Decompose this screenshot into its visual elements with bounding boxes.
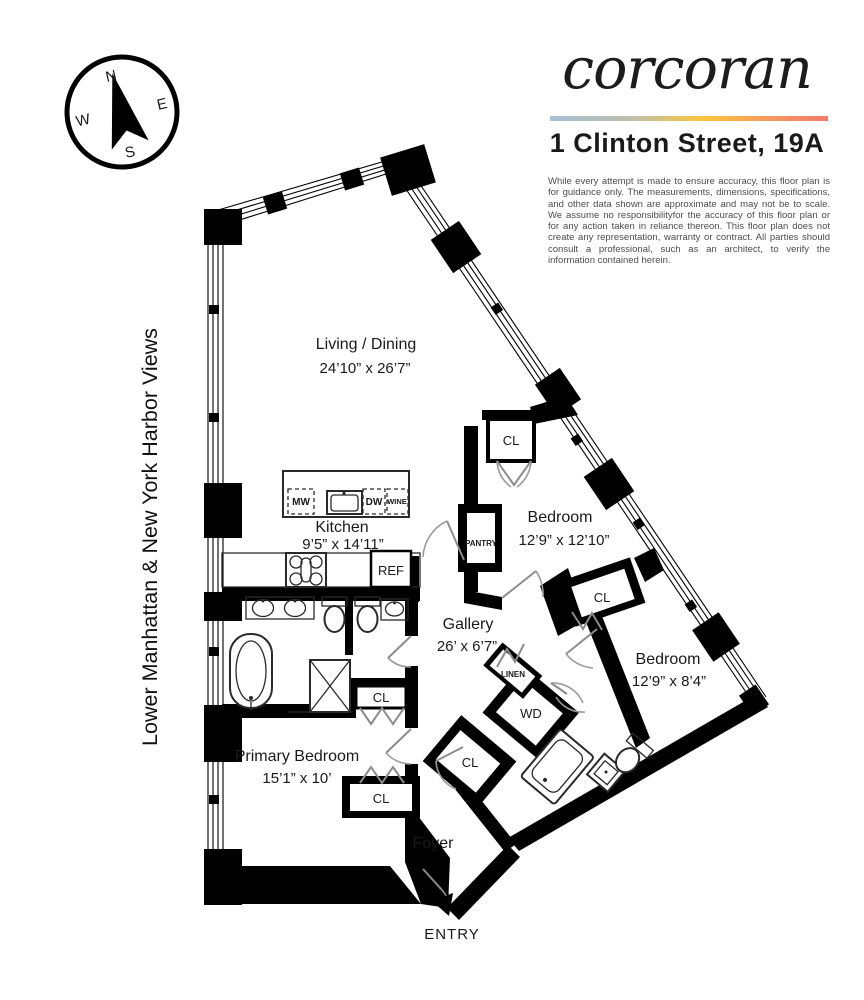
primary-bedroom-label: Primary Bedroom: [234, 748, 360, 765]
compass-needle-icon: [94, 66, 149, 150]
linen-label: LINEN: [501, 670, 525, 679]
stove-icon: [286, 553, 326, 587]
kitchen-dims: 9’5” x 14’11”: [302, 536, 384, 553]
disclaimer-text: While every attempt is made to ensure accuracy, this floor plan is for guidance only. The measurements, dimensions, specifications, and other data shown are approximate and may not be to scale. We assume no responsibilityfor the accuracy of this floor plan or for any action taken in reliance thereon. This floor plan does not create any representation, warranty or contract. All parties should consult a professional, such as an architect, to verify the information contained herein.: [548, 176, 830, 267]
compass-north-label: N: [103, 66, 119, 86]
gallery-label: Gallery: [442, 616, 494, 633]
brand-logo: corcoran: [562, 36, 812, 102]
sink-icon: [327, 491, 362, 514]
bedroom2-label: Bedroom: [635, 651, 701, 668]
bedroom1-dims: 12’9” x 12’10”: [518, 532, 610, 549]
powder-sink-icon: [381, 599, 408, 620]
wine-label: WINE: [387, 497, 407, 506]
refrigerator-label: REF: [378, 563, 404, 578]
bedroom2-dims: 12’9” x 8’4”: [631, 673, 707, 690]
kitchen-label: Kitchen: [315, 519, 369, 536]
hall-bath-door: [388, 636, 411, 658]
gallery-dims: 26’ x 6’7”: [436, 638, 498, 655]
compass-south-label: S: [123, 143, 137, 162]
living-room-dims: 24’10” x 26’7”: [319, 360, 411, 377]
closet-label: CL: [372, 690, 390, 705]
compass-east-label: E: [155, 95, 169, 114]
pantry: [466, 512, 496, 564]
primary-bedroom-door: [386, 729, 411, 753]
primary-bedroom-dims: 15’1” x 10’: [262, 770, 332, 787]
bedroom2-door: [566, 629, 597, 654]
bedroom1-door: [502, 571, 536, 598]
compass-west-label: W: [74, 110, 92, 131]
view-caption: Lower Manhattan & New York Harbor Views: [138, 328, 162, 746]
dishwasher-label: DW: [365, 497, 383, 508]
bathtub-icon: [230, 634, 272, 710]
closet-label: CL: [461, 755, 479, 770]
closet-label: CL: [372, 791, 390, 806]
foyer-label: Foyer: [412, 835, 454, 852]
entry-label: ENTRY: [424, 926, 480, 943]
living-room-label: Living / Dining: [315, 336, 417, 353]
wd-label: WD: [520, 706, 542, 721]
page-title: 1 Clinton Street, 19A: [549, 128, 825, 158]
closet-label: CL: [593, 590, 611, 605]
bedroom1-label: Bedroom: [527, 509, 593, 526]
toilet-icon: [322, 597, 347, 632]
toilet-icon: [355, 597, 380, 632]
compass: [67, 57, 177, 167]
bedroom1-closet-doors: [497, 461, 531, 487]
microwave-label: MW: [292, 497, 310, 508]
pantry-label: PANTRY: [465, 539, 497, 548]
hall-closet-bifold: [360, 708, 404, 724]
closet-label: CL: [502, 433, 520, 448]
